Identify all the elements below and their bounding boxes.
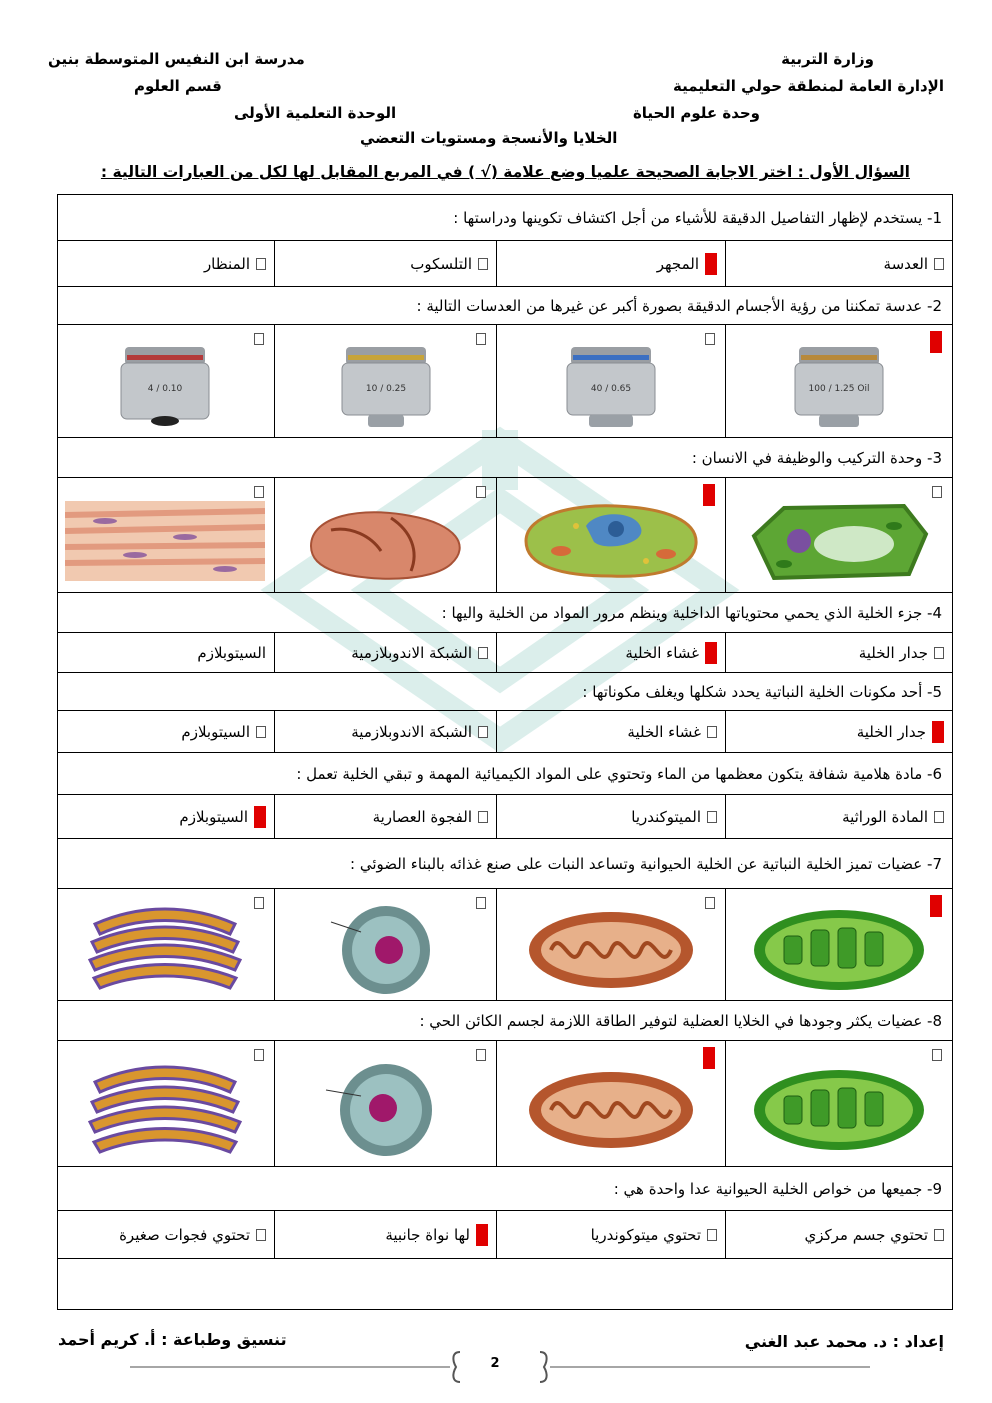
question-9-text: 9- جميعها من خواص الخلية الحيوانية عدا واحدة هي :: [613, 1179, 942, 1198]
q3-option-1[interactable]: [725, 478, 952, 592]
question-9-options: [58, 1211, 952, 1259]
checkbox[interactable]: [705, 897, 715, 909]
question-5-row: [58, 673, 952, 711]
question-6-text: 6- مادة هلامية شفافة يتكون معظمها من الماء وتحتوي على المواد الكيميائية المهمة و تبقي الخلية تعمل :: [296, 764, 942, 783]
school-name: مدرسة ابن النفيس المتوسطة بنين: [48, 50, 305, 68]
ministry-name: وزارة التربية: [781, 50, 874, 68]
question-3-row: [58, 438, 952, 478]
objective-lens-10x-image: [326, 341, 446, 433]
question-2-options: [58, 325, 952, 438]
checkbox[interactable]: [707, 811, 717, 823]
question-6-options: [58, 795, 952, 839]
checkbox[interactable]: [254, 333, 264, 345]
q1-option-2[interactable]: المجهر: [496, 241, 725, 286]
checkbox[interactable]: [934, 647, 944, 659]
question-instruction: السؤال الأول : اختر الاجابة الصحيحة علميا وضع علامة (√ ) في المربع المقابل لها لكل من العبارات التالية :: [100, 163, 910, 181]
muscle-tissue-image: [65, 501, 265, 581]
q1-option-3[interactable]: التلسكوب: [274, 241, 496, 286]
question-8-row: [58, 1001, 952, 1041]
department-name: قسم العلوم: [134, 77, 222, 95]
q4-option-3[interactable]: الشبكة الاندوبلازمية: [274, 633, 496, 672]
checkbox[interactable]: [478, 726, 488, 738]
prepared-by: إعداد : د. محمد عبد الغني: [744, 1332, 944, 1351]
q8-option-2[interactable]: [496, 1041, 725, 1166]
checkbox-selected[interactable]: [476, 1224, 488, 1246]
plant-cell-image: [744, 496, 934, 586]
checkbox-selected[interactable]: [705, 253, 717, 275]
chloroplast-image: [749, 1066, 929, 1154]
q4-option-2[interactable]: غشاء الخلية: [496, 633, 725, 672]
q5-option-2[interactable]: غشاء الخلية: [496, 711, 725, 752]
checkbox[interactable]: [476, 1049, 486, 1061]
checkbox[interactable]: [256, 726, 266, 738]
q9-option-3[interactable]: لها نواة جانبية: [274, 1211, 496, 1258]
checkbox[interactable]: [254, 1049, 264, 1061]
svg-text:10 / 0.25: 10 / 0.25: [365, 383, 406, 394]
checkbox-selected[interactable]: [705, 642, 717, 664]
checkbox-selected[interactable]: [930, 331, 942, 353]
checkbox[interactable]: [478, 647, 488, 659]
q4-option-1[interactable]: جدار الخلية: [725, 633, 952, 672]
q7-option-1[interactable]: [725, 889, 952, 1000]
q7-option-4[interactable]: [56, 889, 274, 1000]
q7-option-3[interactable]: [274, 889, 496, 1000]
life-unit-name: وحدة علوم الحياة: [632, 104, 760, 122]
q9-option-4[interactable]: تحتوي فجوات صغيرة: [56, 1211, 274, 1258]
objective-lens-4x-image: [105, 341, 225, 433]
q3-option-2[interactable]: [496, 478, 725, 592]
question-1-options: [58, 241, 952, 287]
animal-cell-image: [516, 496, 706, 586]
topic-title: الخلايا والأنسجة ومستويات التعضي: [360, 129, 618, 147]
checkbox-selected[interactable]: [932, 721, 944, 743]
checkbox[interactable]: [478, 811, 488, 823]
q1-option-1[interactable]: العدسة: [725, 241, 952, 286]
nucleus-image: [321, 902, 451, 998]
q8-option-3[interactable]: [274, 1041, 496, 1166]
question-8-text: 8- عضيات يكثر وجودها في الخلايا العضلية لتوفير الطاقة اللازمة لجسم الكائن الحي :: [419, 1011, 942, 1030]
q4-option-4[interactable]: السيتوبلازم: [197, 643, 266, 662]
checkbox[interactable]: [932, 1049, 942, 1061]
checkbox[interactable]: [254, 897, 264, 909]
question-7-row: [58, 839, 952, 889]
q5-option-3[interactable]: الشبكة الاندوبلازمية: [274, 711, 496, 752]
checkbox[interactable]: [254, 486, 264, 498]
checkbox[interactable]: [707, 1229, 717, 1241]
checkbox[interactable]: [934, 258, 944, 270]
question-4-row: [58, 593, 952, 633]
nucleus-image: [321, 1060, 451, 1160]
question-3-text: 3- وحدة التركيب والوظيفة في الانسان :: [691, 448, 942, 467]
q6-option-2[interactable]: الميتوكندريا: [496, 795, 725, 838]
checkbox-selected[interactable]: [930, 895, 942, 917]
heart-organ-image: [291, 496, 481, 586]
q6-option-3[interactable]: الفجوة العصارية: [274, 795, 496, 838]
question-4-text: 4- جزء الخلية الذي يحمي محتوياتها الداخلية وينظم مرور المواد من الخلية واليها :: [441, 603, 942, 622]
svg-text:40 / 0.65: 40 / 0.65: [590, 383, 632, 394]
q2-option-3[interactable]: [274, 325, 496, 437]
q8-option-4[interactable]: [56, 1041, 274, 1166]
question-2-text: 2- عدسة تمكننا من رؤية الأجسام الدقيقة بصورة أكبر عن غيرها من العدسات التالية :: [416, 296, 942, 315]
checkbox[interactable]: [256, 258, 266, 270]
q9-option-2[interactable]: تحتوي ميتوكوندريا: [496, 1211, 725, 1258]
objective-lens-40x-image: [551, 341, 671, 433]
mitochondrion-image: [521, 906, 701, 994]
checkbox[interactable]: [476, 897, 486, 909]
checkbox-selected[interactable]: [703, 1047, 715, 1069]
q3-option-3[interactable]: [274, 478, 496, 592]
checkbox[interactable]: [478, 258, 488, 270]
golgi-apparatus-image: [80, 1060, 250, 1160]
q9-option-1[interactable]: تحتوي جسم مركزي: [725, 1211, 952, 1258]
question-8-options: [58, 1041, 952, 1167]
objective-lens-100x-image: [779, 341, 899, 433]
checkbox[interactable]: [934, 811, 944, 823]
q6-option-1[interactable]: المادة الوراثية: [725, 795, 952, 838]
q5-option-4[interactable]: السيتوبلازم: [56, 711, 274, 752]
checkbox[interactable]: [934, 1229, 944, 1241]
q1-option-4[interactable]: المنظار: [56, 241, 274, 286]
q7-option-2[interactable]: [496, 889, 725, 1000]
question-7-options: [58, 889, 952, 1001]
question-9-row: [58, 1167, 952, 1211]
q3-option-4[interactable]: [56, 478, 274, 592]
question-4-options: [58, 633, 952, 673]
q2-option-2[interactable]: [496, 325, 725, 437]
learning-unit-name: الوحدة التعلمية الأولى: [234, 104, 397, 122]
checkbox[interactable]: [705, 333, 715, 345]
chloroplast-image: [749, 906, 929, 994]
question-6-row: [58, 753, 952, 795]
question-7-text: 7- عضيات تميز الخلية النباتية عن الخلية الحيوانية وتساعد النبات على صنع غذائه بالبناء الضوئي :: [350, 854, 942, 873]
question-5-options: [58, 711, 952, 753]
q8-option-1[interactable]: [725, 1041, 952, 1166]
page-number: 2: [490, 1356, 500, 1371]
checkbox-selected[interactable]: [254, 806, 266, 828]
question-1-text: 1- يستخدم لإظهار التفاصيل الدقيقة للأشياء من أجل اكتشاف تكوينها ودراستها :: [453, 208, 942, 227]
mitochondrion-image: [521, 1066, 701, 1154]
q2-option-1[interactable]: [725, 325, 952, 437]
question-1-row: [58, 195, 952, 241]
question-5-text: 5- أحد مكونات الخلية النباتية يحدد شكلها ويغلف مكوناتها :: [582, 682, 942, 701]
golgi-apparatus-image: [80, 904, 250, 996]
q2-option-4[interactable]: [56, 325, 274, 437]
checkbox[interactable]: [707, 726, 717, 738]
checkbox[interactable]: [476, 333, 486, 345]
svg-text:100 / 1.25 Oil: 100 / 1.25 Oil: [808, 383, 870, 394]
q6-option-4[interactable]: السيتوبلازم: [56, 795, 274, 838]
checkbox[interactable]: [256, 1229, 266, 1241]
question-3-options: [58, 478, 952, 593]
question-table: [57, 194, 953, 1310]
q5-option-1[interactable]: جدار الخلية: [725, 711, 952, 752]
question-2-row: [58, 287, 952, 325]
svg-text:4 / 0.10: 4 / 0.10: [147, 383, 183, 394]
directorate-name: الإدارة العامة لمنطقة حولي التعليمية: [672, 77, 944, 95]
coordination-credit: تنسيق وطباعة : أ. كريم أحمد: [58, 1330, 287, 1349]
